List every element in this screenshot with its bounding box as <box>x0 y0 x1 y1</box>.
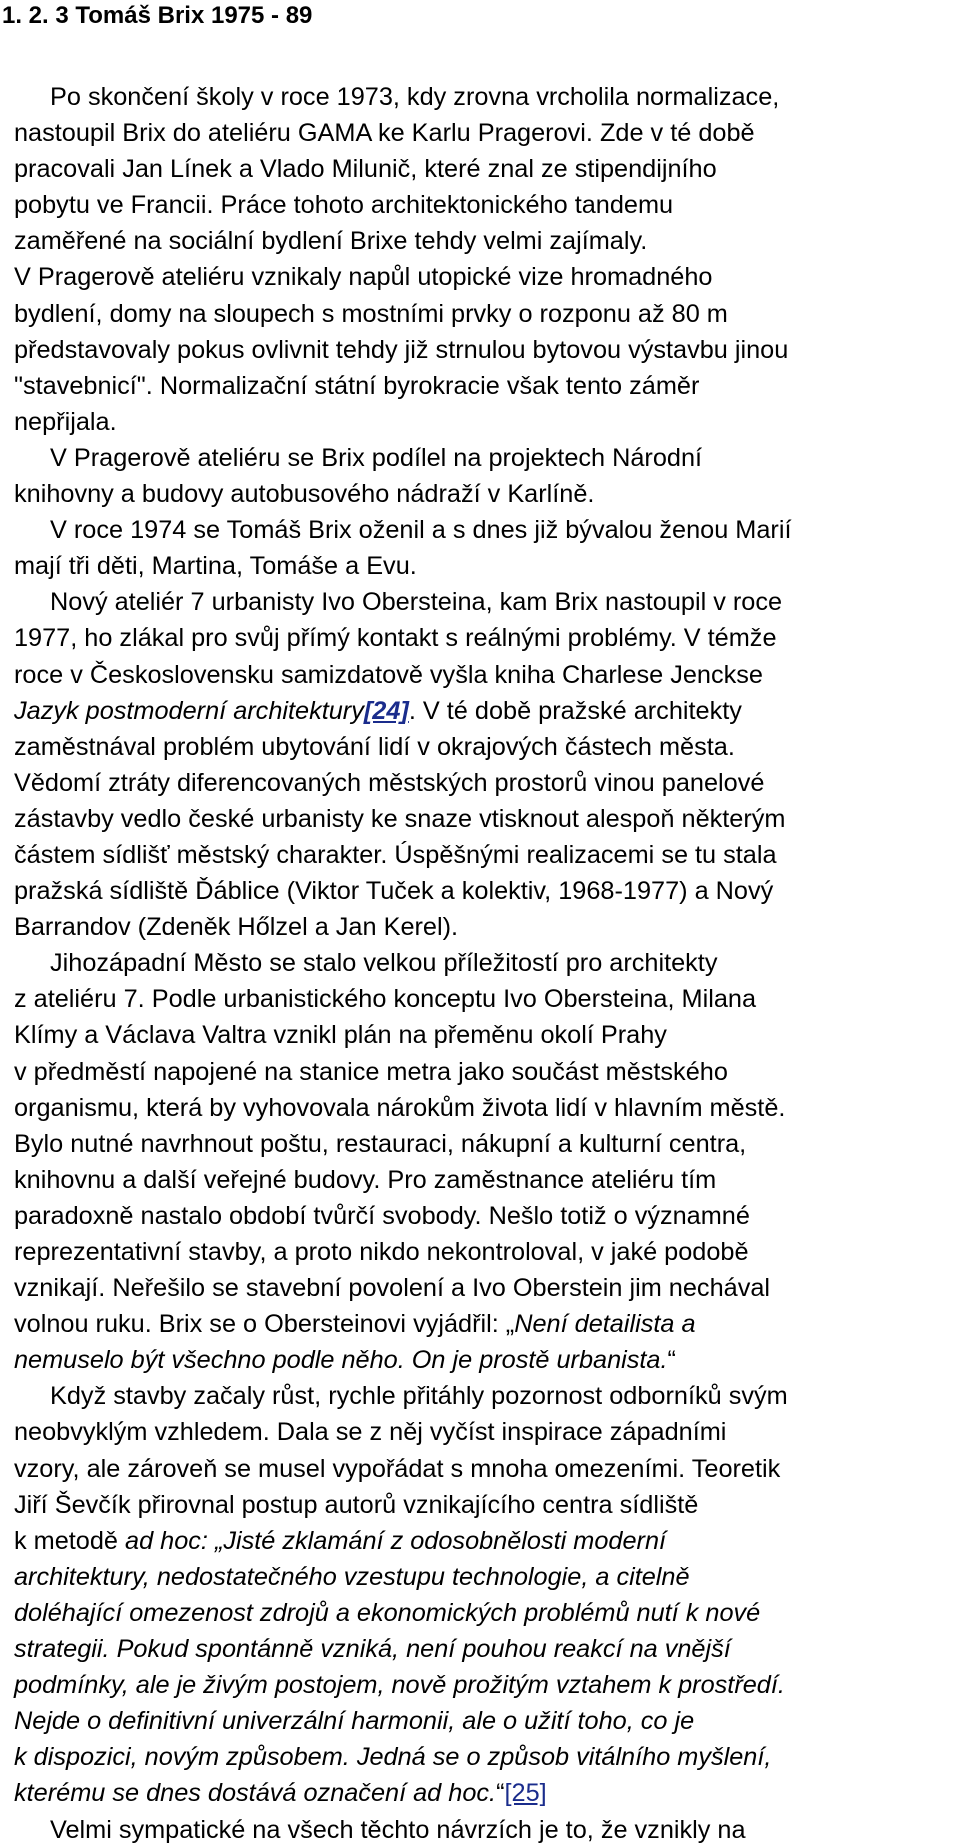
text-line <box>14 259 960 295</box>
text-line <box>14 368 960 404</box>
text-segment: volnou ruku. Brix se o Obersteinovi vyjádřil: „ <box>14 1310 515 1339</box>
italic-text: kterému se dnes dostává označení ad hoc. <box>14 1779 497 1808</box>
text-line <box>14 729 960 765</box>
text-line <box>14 1414 960 1450</box>
italic-text: Jazyk postmoderní architektury <box>14 696 364 725</box>
text-segment: zaměstnával problém ubytování lidí v okrajových částech města. <box>14 732 735 761</box>
text-line <box>14 584 960 620</box>
text-segment: nepřijala. <box>14 407 117 436</box>
text-line <box>14 223 960 259</box>
text-segment: Bylo nutné navrhnout poštu, restauraci, nákupní a kulturní centra, <box>14 1129 747 1158</box>
text-segment: Jihozápadní Město se stalo velkou příležitostí pro architekty <box>50 949 718 978</box>
text-line <box>14 1703 960 1739</box>
text-segment: z ateliéru 7. Podle urbanistického konceptu Ivo Obersteina, Milana <box>14 985 757 1014</box>
footnote-link[interactable]: [24] <box>363 696 409 725</box>
text-segment: zaměřené na sociální bydlení Brixe tehdy velmi zajímaly. <box>14 227 648 256</box>
text-line <box>14 1234 960 1270</box>
italic-text: k dispozici, novým způsobem. Jedná se o způsob vitálního myšlení, <box>14 1743 772 1772</box>
text-segment: . V té době pražské architekty <box>408 696 742 725</box>
text-line <box>14 512 960 548</box>
italic-text: doléhající omezenost zdrojů a ekonomických problémů nutí k nové <box>14 1598 761 1627</box>
text-line <box>14 801 960 837</box>
text-segment: vzory, ale zároveň se musel vypořádat s mnoha omezeními. Teoretik <box>14 1454 781 1483</box>
italic-text: ad hoc: „Jisté zklamání z odosobnělosti moderní <box>125 1526 667 1555</box>
text-line <box>14 1559 960 1595</box>
italic-text: Nejde o definitivní univerzální harmonii, ale o užití toho, co je <box>14 1707 695 1736</box>
italic-text: strategii. Pokud spontánně vzniká, není pouhou reakcí na vnější <box>14 1635 731 1664</box>
text-segment: “ <box>667 1346 676 1375</box>
text-line <box>14 981 960 1017</box>
text-segment: organismu, která by vyhovovala nárokům života lidí v hlavním městě. <box>14 1093 786 1122</box>
text-segment: Nový ateliér 7 urbanisty Ivo Obersteina, kam Brix nastoupil v roce <box>50 588 783 617</box>
text-line <box>14 1523 960 1559</box>
text-segment: pobytu ve Francii. Práce tohoto architektonického tandemu <box>14 191 674 220</box>
italic-text: nemuselo být všechno podle něho. On je prostě urbanista. <box>14 1346 668 1375</box>
text-segment: částem sídlišť městský charakter. Úspěšnými realizacemi se tu stala <box>14 840 777 869</box>
text-line <box>14 657 960 693</box>
text-segment: zástavby vedlo české urbanisty ke snaze vtisknout alespoň některým <box>14 804 786 833</box>
text-line <box>14 1017 960 1053</box>
text-segment: představovaly pokus ovlivnit tehdy již strnulou bytovou výstavbu jinou <box>14 335 789 364</box>
footnote-link[interactable]: [25] <box>504 1779 547 1808</box>
text-line <box>14 1126 960 1162</box>
text-line <box>14 1306 960 1342</box>
text-line <box>14 1595 960 1631</box>
text-line <box>14 332 960 368</box>
text-segment: v předměstí napojené na stanice metra jako součást městského <box>14 1057 728 1086</box>
text-segment: knihovny a budovy autobusového nádraží v Karlíně. <box>14 480 595 509</box>
text-segment: bydlení, domy na sloupech s mostními prvky o rozponu až 80 m <box>14 299 728 328</box>
text-line <box>14 1090 960 1126</box>
text-line <box>14 151 960 187</box>
text-segment: vznikají. Neřešilo se stavební povolení a Ivo Oberstein jim nechával <box>14 1274 771 1303</box>
text-line <box>14 404 960 440</box>
text-line <box>14 945 960 981</box>
text-line <box>14 1631 960 1667</box>
text-line <box>14 620 960 656</box>
section-heading: 1. 2. 3 Tomáš Brix 1975 - 89 <box>2 2 313 29</box>
text-segment: Klímy a Václava Valtra vznikl plán na přeměnu okolí Prahy <box>14 1021 667 1050</box>
text-line <box>14 1162 960 1198</box>
text-line <box>14 296 960 332</box>
text-line <box>14 1054 960 1090</box>
text-line <box>14 440 960 476</box>
text-line <box>14 693 960 729</box>
text-line <box>14 909 960 945</box>
text-segment: Vědomí ztráty diferencovaných městských prostorů vinou panelové <box>14 768 765 797</box>
text-segment: neobvyklým vzhledem. Dala se z něj vyčíst inspirace západními <box>14 1418 727 1447</box>
text-segment: “ <box>496 1779 505 1808</box>
text-segment: pracovali Jan Línek a Vlado Milunič, které znal ze stipendijního <box>14 155 717 184</box>
text-segment: V Pragerově ateliéru vznikaly napůl utopické vize hromadného <box>14 263 713 292</box>
text-segment: knihovnu a další veřejné budovy. Pro zaměstnance ateliéru tím <box>14 1165 717 1194</box>
text-line <box>14 1775 960 1811</box>
italic-text: Není detailista a <box>514 1310 696 1339</box>
text-line <box>14 1378 960 1414</box>
text-line <box>14 873 960 909</box>
text-line <box>14 476 960 512</box>
text-line <box>14 765 960 801</box>
text-segment: 1977, ho zlákal pro svůj přímý kontakt s reálnými problémy. V témže <box>14 624 777 653</box>
text-segment: k metodě <box>14 1526 126 1555</box>
text-line <box>14 1342 960 1378</box>
text-line <box>14 1451 960 1487</box>
body-text <box>14 79 960 1848</box>
text-segment: mají tři děti, Martina, Tomáše a Evu. <box>14 552 417 581</box>
italic-text: podmínky, ale je živým postojem, nově prožitým vztahem k prostředí. <box>14 1671 785 1700</box>
text-line <box>14 1270 960 1306</box>
italic-text: architektury, nedostatečného vzestupu technologie, a citelně <box>14 1562 690 1591</box>
text-line <box>14 79 960 115</box>
text-line <box>14 1487 960 1523</box>
text-segment: paradoxně nastalo období tvůrčí svobody. Nešlo totiž o významné <box>14 1201 750 1230</box>
text-line <box>14 548 960 584</box>
text-line <box>14 187 960 223</box>
text-segment: pražská sídliště Ďáblice (Viktor Tuček a kolektiv, 1968-1977) a Nový <box>14 877 774 906</box>
text-segment: Když stavby začaly růst, rychle přitáhly pozornost odborníků svým <box>50 1382 788 1411</box>
text-segment: reprezentativní stavby, a proto nikdo nekontroloval, v jaké podobě <box>14 1238 749 1266</box>
text-segment: Jiří Ševčík přirovnal postup autorů vznikajícího centra sídliště <box>14 1490 699 1519</box>
text-segment: Po skončení školy v roce 1973, kdy zrovna vrcholila normalizace, <box>50 83 780 111</box>
text-line <box>14 837 960 873</box>
text-line <box>14 115 960 151</box>
text-line <box>14 1739 960 1775</box>
text-segment: "stavebnicí". Normalizační státní byrokracie však tento záměr <box>14 371 700 400</box>
text-segment: Velmi sympatické na všech těchto návrzích je to, že vznikly na <box>50 1815 746 1844</box>
text-segment: nastoupil Brix do ateliéru GAMA ke Karlu Pragerovi. Zde v té době <box>14 119 755 148</box>
text-segment: roce v Československu samizdatově vyšla kniha Charlese Jenckse <box>14 660 763 689</box>
text-line <box>14 1198 960 1234</box>
text-segment: V Pragerově ateliéru se Brix podílel na projektech Národní <box>50 443 703 472</box>
text-segment: Barrandov (Zdeněk Hőlzel a Jan Kerel). <box>14 913 459 942</box>
text-segment: V roce 1974 se Tomáš Brix oženil a s dnes již bývalou ženou Marií <box>50 516 792 545</box>
text-line <box>14 1667 960 1703</box>
